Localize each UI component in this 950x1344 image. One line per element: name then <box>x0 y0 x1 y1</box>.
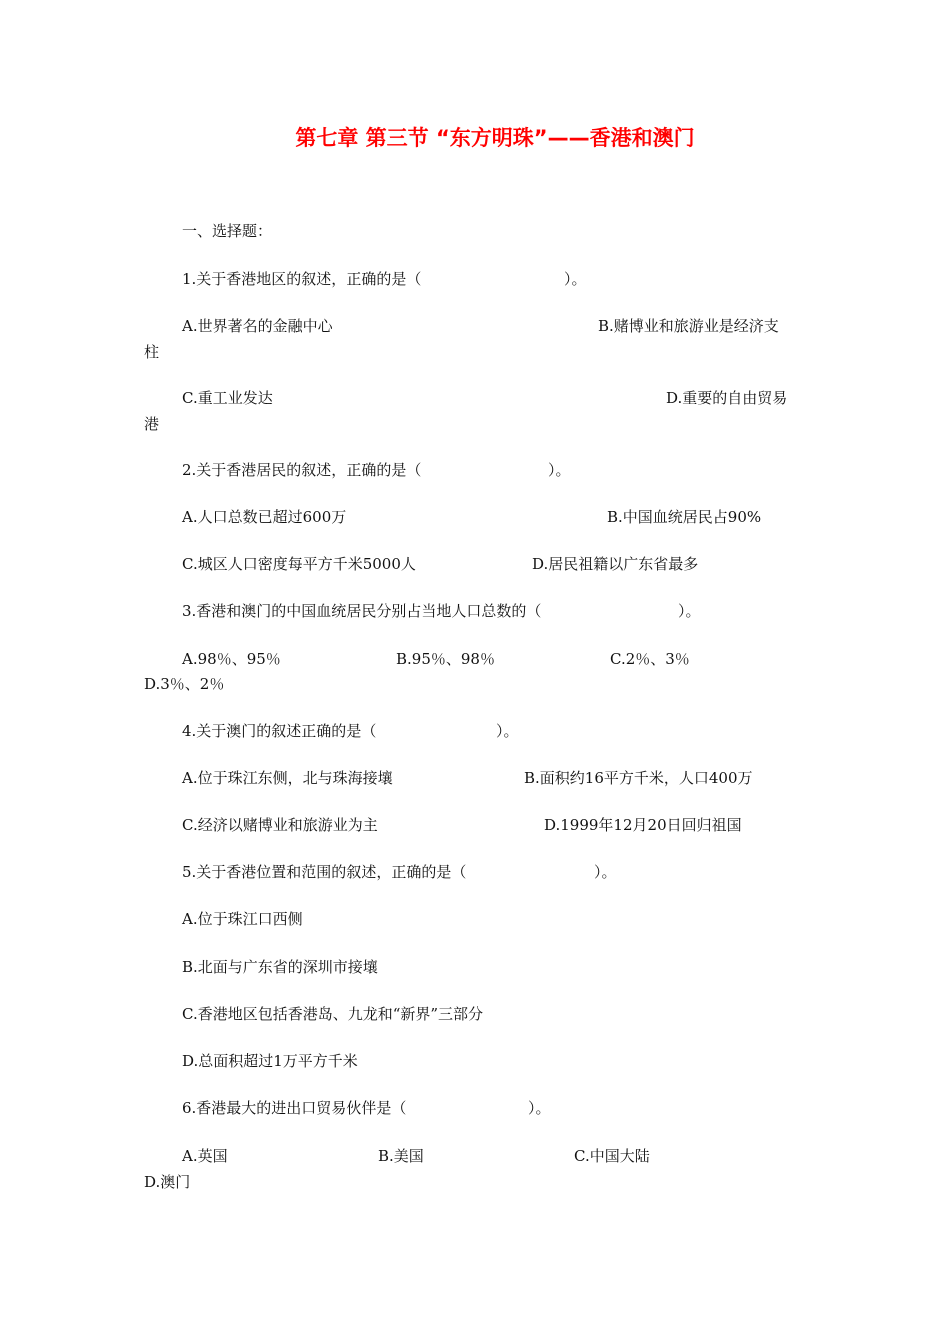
q6-option-d: D.澳门 <box>144 1173 191 1191</box>
q5-stem: 5.关于香港位置和范围的叙述，正确的是（ <box>182 863 467 881</box>
q1-option-b-wrap: 柱 <box>144 343 160 361</box>
q5-close: ）。 <box>594 863 617 881</box>
q5-option-c: C.香港地区包括香港岛、九龙和“新界”三部分 <box>182 1005 484 1023</box>
q1-option-c: C.重工业发达 <box>182 389 273 407</box>
q2-option-d: D.居民祖籍以广东省最多 <box>532 555 699 573</box>
q4-close: ）。 <box>496 722 519 740</box>
q2-close: ）。 <box>548 461 571 479</box>
q6-stem: 6.香港最大的进出口贸易伙伴是（ <box>182 1099 407 1117</box>
q4-option-b: B.面积约16平方千米，人口400万 <box>524 769 753 787</box>
q4-stem: 4.关于澳门的叙述正确的是（ <box>182 722 377 740</box>
q5-option-a: A.位于珠江口西侧 <box>182 910 303 928</box>
q3-close: ）。 <box>678 602 701 620</box>
q4-option-d: D.1999年12月20日回归祖国 <box>544 816 742 834</box>
q3-stem: 3.香港和澳门的中国血统居民分别占当地人口总数的（ <box>182 602 542 620</box>
q6-option-b: B.美国 <box>378 1147 424 1165</box>
q4-option-c: C.经济以赌博业和旅游业为主 <box>182 816 378 834</box>
q2-option-a: A.人口总数已超过600万 <box>182 508 347 526</box>
q6-option-c: C.中国大陆 <box>574 1147 650 1165</box>
q1-option-d-wrap: 港 <box>144 415 160 433</box>
q1-option-d: D.重要的自由贸易 <box>666 389 788 407</box>
q2-stem: 2.关于香港居民的叙述，正确的是（ <box>182 461 422 479</box>
section-heading: 一、选择题： <box>182 222 273 240</box>
document-title: 第七章 第三节 “东方明珠”——香港和澳门 <box>295 126 695 150</box>
q3-option-c: C.2％、3％ <box>610 650 690 668</box>
q6-close: ）。 <box>528 1099 551 1117</box>
q3-option-a: A.98％、95％ <box>182 650 281 668</box>
q3-option-d: D.3％、2％ <box>144 675 225 693</box>
q1-option-b: B.赌博业和旅游业是经济支 <box>598 317 779 335</box>
q6-option-a: A.英国 <box>182 1147 228 1165</box>
q4-option-a: A.位于珠江东侧，北与珠海接壤 <box>182 769 393 787</box>
q2-option-c: C.城区人口密度每平方千米5000人 <box>182 555 416 573</box>
q1-stem: 1.关于香港地区的叙述，正确的是（ <box>182 270 422 288</box>
q2-option-b: B.中国血统居民占90% <box>607 508 762 526</box>
q5-option-b: B.北面与广东省的深圳市接壤 <box>182 958 378 976</box>
q5-option-d: D.总面积超过1万平方千米 <box>182 1052 358 1070</box>
q1-close: ）。 <box>564 270 587 288</box>
q3-option-b: B.95％、98％ <box>396 650 495 668</box>
q1-option-a: A.世界著名的金融中心 <box>182 317 333 335</box>
